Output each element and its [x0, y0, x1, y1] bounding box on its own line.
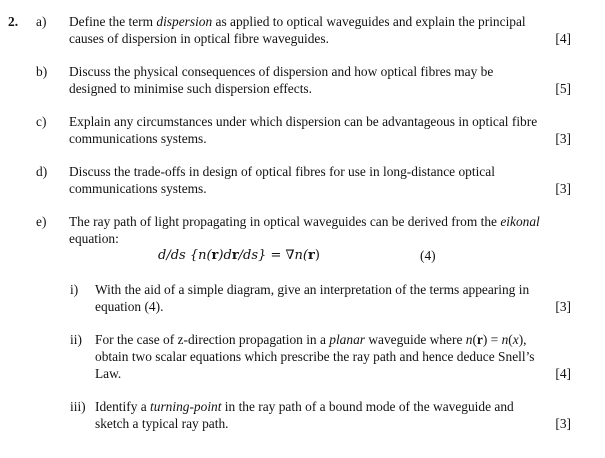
- part-b-line-2: designed to minimise such dispersion effects.: [69, 81, 312, 96]
- eikonal-equation: d/ds {n(r)dr/ds} = ∇n(r): [158, 248, 320, 263]
- subpart-iii-line-2: sketch a typical ray path.: [95, 416, 229, 431]
- part-a-line-2: causes of dispersion in optical fibre waveguides.: [69, 31, 329, 46]
- subpart-iii-line-1: Identify a turning-point in the ray path of a bound mode of the waveguide and: [95, 399, 514, 414]
- part-c-line-1: Explain any circumstances under which dispersion can be advantageous in optical fibre: [69, 114, 538, 129]
- part-b-marks: [5]: [555, 81, 571, 96]
- part-b-line-1: Discuss the physical consequences of dispersion and how optical fibres may be: [69, 64, 494, 79]
- subpart-label-iii: iii): [70, 399, 86, 414]
- part-a-marks: [4]: [555, 31, 571, 46]
- subpart-ii-line-2: obtain two scalar equations which prescribe the ray path and hence deduce Snell’s: [95, 349, 535, 364]
- equation-number: (4): [420, 248, 436, 263]
- subpart-label-i: i): [70, 282, 79, 297]
- part-d-line-1: Discuss the trade-offs in design of optical fibres for use in long-distance optical: [69, 164, 495, 179]
- part-label-a: a): [36, 14, 47, 29]
- subpart-i-marks: [3]: [555, 299, 571, 314]
- subpart-ii-line-1: For the case of z-direction propagation in a planar waveguide where n(r) = n(x),: [95, 332, 527, 347]
- subpart-ii-marks: [4]: [555, 366, 571, 381]
- part-label-d: d): [36, 164, 48, 179]
- part-d-marks: [3]: [555, 181, 571, 196]
- part-label-c: c): [36, 114, 47, 129]
- subpart-iii-marks: [3]: [555, 416, 571, 431]
- subpart-label-ii: ii): [70, 332, 82, 347]
- subpart-i-line-2: equation (4).: [95, 299, 164, 314]
- subpart-ii-line-3: Law.: [95, 366, 122, 381]
- part-a-line-1: Define the term dispersion as applied to optical waveguides and explain the principal: [69, 14, 526, 29]
- part-c-marks: [3]: [555, 131, 571, 146]
- part-e-line-2: equation:: [69, 231, 119, 246]
- part-label-b: b): [36, 64, 48, 79]
- part-c-line-2: communications systems.: [69, 131, 207, 146]
- subpart-i-line-1: With the aid of a simple diagram, give an interpretation of the terms appearing in: [95, 282, 530, 297]
- question-number: 2.: [8, 14, 19, 29]
- part-e-line-1: The ray path of light propagating in optical waveguides can be derived from the eikonal: [69, 214, 540, 229]
- part-label-e: e): [36, 214, 47, 229]
- part-d-line-2: communications systems.: [69, 181, 207, 196]
